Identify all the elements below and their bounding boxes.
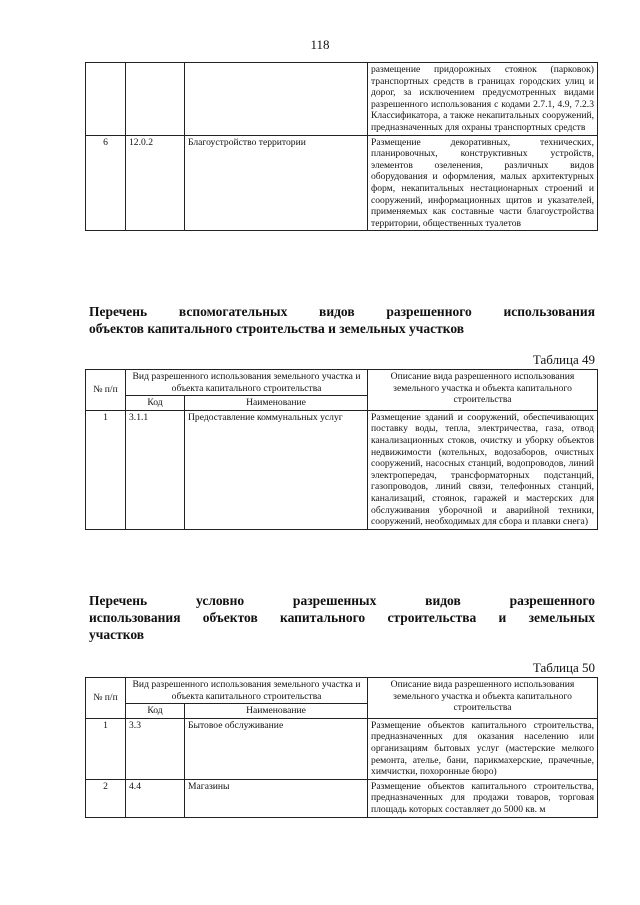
table-row xyxy=(86,410,598,529)
header-description: Описание вида разрешенного использования земельного участка и объекта капитального строительства xyxy=(368,370,598,411)
table-49 xyxy=(85,369,598,530)
table-row xyxy=(86,63,598,136)
description-cell: Размещение декоративных, технических, планировочных, конструктивных устройств, элементов озеленения, различных видов оборудования и оформления, малых архитектурных форм, некапитальных нестационарных строений и сооружений, информационных щитов и указателей, применяемых как составные части благоустройства территории, общественных туалетов xyxy=(368,135,598,231)
table-50 xyxy=(85,677,598,818)
heading-line: объектов капитального строительства и земельных участков xyxy=(89,321,465,336)
num-cell: 6 xyxy=(86,135,126,231)
num-cell xyxy=(86,63,126,136)
section-heading-conditional xyxy=(89,592,595,643)
table-caption: Таблица 49 xyxy=(532,352,595,367)
page-number: 118 xyxy=(310,37,330,52)
table-header-row xyxy=(86,678,598,704)
code-cell: 3.3 xyxy=(126,718,185,779)
continued-table xyxy=(85,62,598,231)
heading-line: Перечень вспомогательных видов разрешенного использования xyxy=(89,304,595,319)
header-code: Код xyxy=(126,396,185,411)
name-cell xyxy=(185,63,368,136)
header-group: Вид разрешенного использования земельного участка и объекта капитального строительства xyxy=(126,370,368,396)
description-cell: размещение придорожных стоянок (парковок) транспортных средств в границах городских улиц и дорог, за исключением предусмотренных видами разрешенного использования с кодами 2.7.1, 4.9, 7.2.3 Классификатора, а также некапитальных сооружений, предназначенных для охраны транспортных средств xyxy=(368,63,598,136)
description-cell: Размещение объектов капитального строительства, предназначенных для продажи товаров, торговая площадь которых составляет до 5000 кв. м xyxy=(368,779,598,817)
header-name: Наименование xyxy=(185,704,368,719)
name-cell: Магазины xyxy=(185,779,368,817)
table-row xyxy=(86,135,598,231)
table-row xyxy=(86,779,598,817)
code-cell: 12.0.2 xyxy=(126,135,185,231)
num-cell: 1 xyxy=(86,718,126,779)
header-code: Код xyxy=(126,704,185,719)
description-cell: Размещение объектов капитального строительства, предназначенных для оказания населению или организациям бытовых услуг (мастерские мелкого ремонта, ателье, бани, парикмахерские, прачечные, химчистки, похоронные бюро) xyxy=(368,718,598,779)
heading-line: использования объектов капитального строительства и земельных xyxy=(89,610,595,625)
code-cell: 3.1.1 xyxy=(126,410,185,529)
table-row xyxy=(86,718,598,779)
code-cell: 4.4 xyxy=(126,779,185,817)
description-cell: Размещение зданий и сооружений, обеспечивающих поставку воды, тепла, электричества, газа, отвод канализационных стоков, очистку и уборку объектов недвижимости (котельных, водозаборов, очистных сооружений, насосных станций, водопроводов, линий электропередач, трансформаторных подстанций, газопроводов, линий связи, телефонных станций, канализаций, стоянок, гаражей и мастерских для обслуживания уборочной и аварийной техники, сооружений, необходимых для сбора и плавки снега) xyxy=(368,410,598,529)
section-heading-auxiliary xyxy=(89,303,595,337)
name-cell: Бытовое обслуживание xyxy=(185,718,368,779)
table-caption: Таблица 50 xyxy=(532,660,595,675)
header-name: Наименование xyxy=(185,396,368,411)
heading-line: Перечень условно разрешенных видов разрешенного xyxy=(89,593,595,608)
header-num: № п/п xyxy=(86,370,126,411)
name-cell: Предоставление коммунальных услуг xyxy=(185,410,368,529)
header-group: Вид разрешенного использования земельного участка и объекта капитального строительства xyxy=(126,678,368,704)
code-cell xyxy=(126,63,185,136)
num-cell: 2 xyxy=(86,779,126,817)
heading-line: участков xyxy=(89,627,145,642)
name-cell: Благоустройство территории xyxy=(185,135,368,231)
table-header-row xyxy=(86,370,598,396)
header-num: № п/п xyxy=(86,678,126,719)
header-description: Описание вида разрешенного использования земельного участка и объекта капитального строительства xyxy=(368,678,598,719)
num-cell: 1 xyxy=(86,410,126,529)
